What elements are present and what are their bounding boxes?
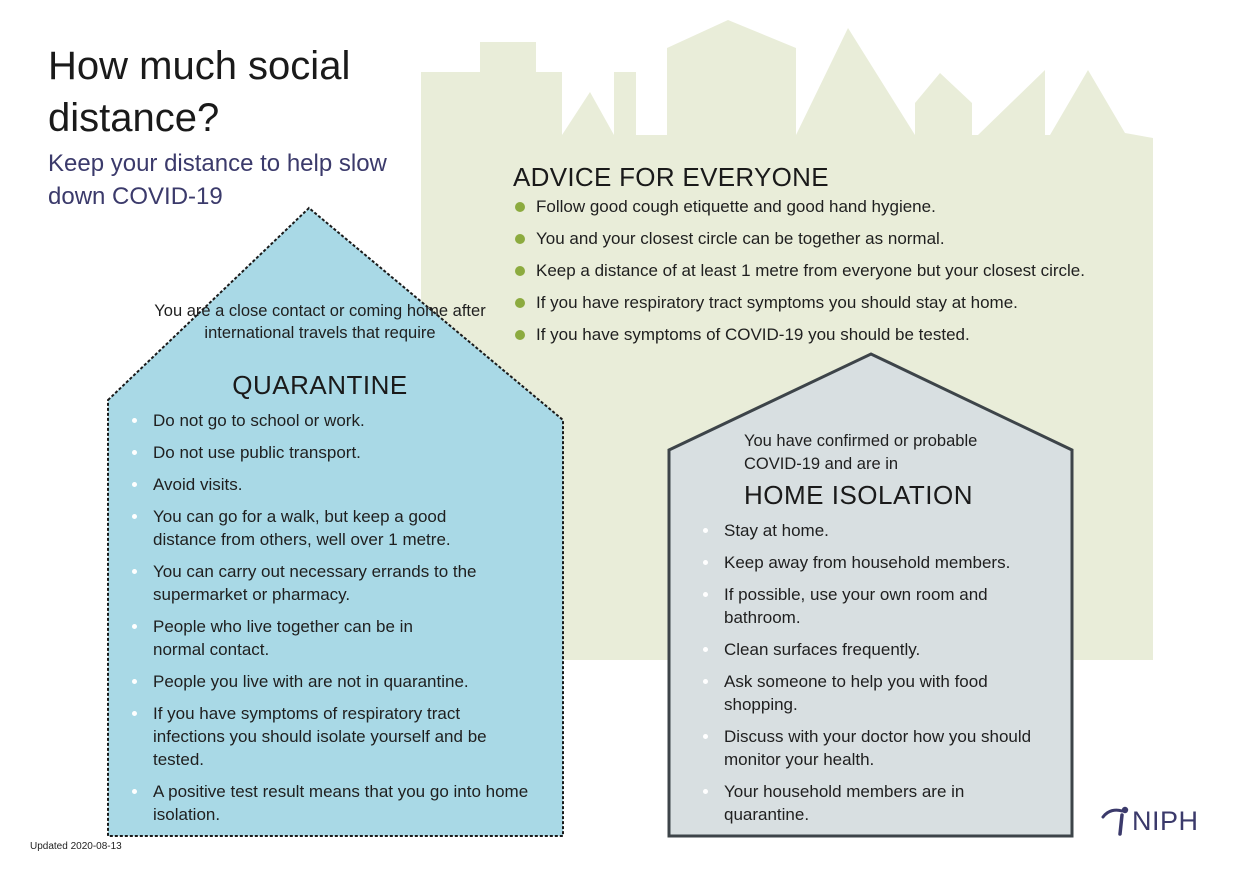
list-item: Do not use public transport. [132,441,542,464]
list-item: Do not go to school or work. [132,409,542,432]
bullet-icon [132,679,137,684]
list-item: If you have symptoms of respiratory tract infections you should isolate yourself and be tested. [132,702,513,771]
bullet-icon [132,450,137,455]
isolation-intro: You have confirmed or probable COVID-19 and are in [744,432,978,473]
list-item: Your household members are in quarantine. [703,780,1024,826]
bullet-icon [132,711,137,716]
list-item: Keep away from household members. [703,551,1053,574]
logo-text: NIPH [1132,806,1199,836]
list-item: Stay at home. [703,519,1053,542]
bullet-icon [515,266,525,276]
bullet-icon [515,330,525,340]
isolation-title: HOME ISOLATION [744,480,973,510]
page-title: How much social distance? [48,44,351,140]
page-subtitle: Keep your distance to help slow down COVID-19 [48,150,387,210]
list-item: You can go for a walk, but keep a good distance from others, well over 1 metre. [132,505,483,551]
list-item: Avoid visits. [132,473,542,496]
bullet-icon [703,647,708,652]
list-item: People you live with are not in quarantine. [132,670,542,693]
list-item: You and your closest circle can be together as normal. [513,228,1173,260]
updated-date: Updated 2020-08-13 [30,841,122,852]
advice-list [513,196,1173,356]
bullet-icon [132,789,137,794]
quarantine-intro: You are a close contact or coming home after international travels that require [154,302,486,342]
quarantine-list [132,409,542,835]
bullet-icon [515,298,525,308]
bullet-icon [703,679,708,684]
bullet-icon [703,528,708,533]
bullet-icon [132,569,137,574]
niph-logo [1100,803,1210,839]
niph-logo-icon [1100,803,1132,837]
list-item: Discuss with your doctor how you should monitor your health. [703,725,1034,771]
list-item: Clean surfaces frequently. [703,638,1053,661]
bullet-icon [703,789,708,794]
list-item: Keep a distance of at least 1 metre from everyone but your closest circle. [513,260,1173,292]
bullet-icon [132,624,137,629]
bullet-icon [703,560,708,565]
list-item: Ask someone to help you with food shopping. [703,670,1044,716]
bullet-icon [132,418,137,423]
quarantine-title: QUARANTINE [232,370,408,400]
list-item: If you have symptoms of COVID-19 you should be tested. [513,324,1173,356]
list-item: You can carry out necessary errands to the supermarket or pharmacy. [132,560,523,606]
isolation-list [703,519,1053,835]
advice-title: ADVICE FOR EVERYONE [513,162,829,192]
bullet-icon [132,482,137,487]
list-item: People who live together can be in normal contact. [132,615,453,661]
list-item: A positive test result means that you go into home isolation. [132,780,543,826]
list-item: Follow good cough etiquette and good hand hygiene. [513,196,1173,228]
list-item: If you have respiratory tract symptoms you should stay at home. [513,292,1173,324]
bullet-icon [132,514,137,519]
bullet-icon [703,734,708,739]
list-item: If possible, use your own room and bathroom. [703,583,1044,629]
bullet-icon [515,234,525,244]
bullet-icon [515,202,525,212]
bullet-icon [703,592,708,597]
